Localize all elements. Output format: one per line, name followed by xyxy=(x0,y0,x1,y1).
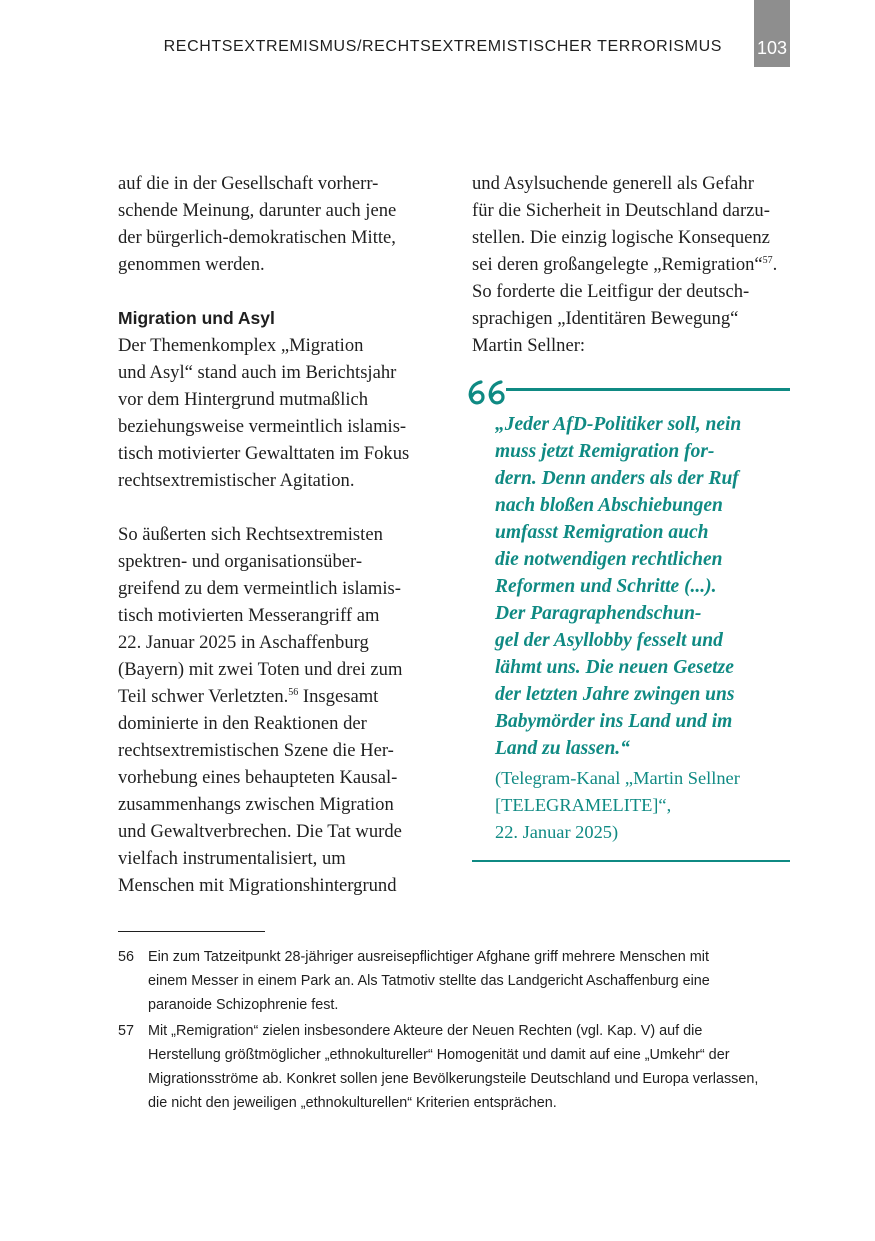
quote-line: Der Paragraphendschun- xyxy=(495,603,702,624)
footnote-divider xyxy=(118,931,265,932)
footnote-line: Mit „Remigration“ zielen insbesondere Akteure der Neuen Rechten (vgl. Kap. V) auf die xyxy=(148,1023,703,1039)
footnote-number: 57 xyxy=(118,1023,135,1039)
quote-line: der letzten Jahre zwingen uns xyxy=(495,684,735,705)
source-line: [TELEGRAMELITE]“, xyxy=(495,795,672,815)
source-line: 22. Januar 2025) xyxy=(495,822,619,842)
text-line: Der Themenkomplex „Migration xyxy=(118,335,364,356)
text-line xyxy=(472,251,802,278)
pull-quote xyxy=(466,378,790,868)
text-line: tisch motivierten Messerangriff am xyxy=(118,605,380,626)
page-number-text: 103 xyxy=(756,38,788,58)
quote-line: muss jetzt Remigration for- xyxy=(495,441,715,462)
text-line: genommen werden. xyxy=(118,254,265,275)
quote-line: gel der Asyllobby fesselt und xyxy=(495,630,723,651)
text-line: sprachigen „Identitären Bewegung“ xyxy=(472,308,739,329)
quote-line: lähmt uns. Die neuen Gesetze xyxy=(495,657,734,678)
text-line: zusammenhangs zwischen Migration xyxy=(118,794,394,815)
text-line: greifend zu dem vermeintlich islamis- xyxy=(118,578,401,599)
quote-line: Reformen und Schritte (...). xyxy=(495,576,717,597)
text-line: beziehungsweise vermeintlich islamis- xyxy=(118,416,407,437)
footnote-line: paranoide Schizophrenie fest. xyxy=(148,997,339,1013)
paragraph-themenkomplex xyxy=(118,332,438,494)
text-line xyxy=(118,683,438,710)
text-line: So äußerten sich Rechtsextremisten xyxy=(118,524,383,545)
right-column xyxy=(472,170,802,359)
footnote-line: Herstellung größtmöglicher „ethnokultureller“ Homogenität und damit auf eine „Umkehr“ der xyxy=(148,1047,730,1063)
quote-line: Land zu lassen.“ xyxy=(495,738,630,759)
text-line: und Asyl“ stand auch im Berichtsjahr xyxy=(118,362,397,383)
text-line: der bürgerlich-demokratischen Mitte, xyxy=(118,227,396,248)
text-line: für die Sicherheit in Deutschland darzu- xyxy=(472,200,770,221)
footnote-57 xyxy=(118,1019,798,1115)
footnote-ref-57[interactable]: 57 xyxy=(762,255,773,266)
quote-line: nach bloßen Abschiebungen xyxy=(495,495,723,516)
text-line: Martin Sellner: xyxy=(472,335,586,356)
text-line: vielfach instrumentalisiert, um xyxy=(118,848,346,869)
quote-text xyxy=(495,411,790,762)
source-line: (Telegram-Kanal „Martin Sellner xyxy=(495,768,740,788)
text-line: spektren- und organisationsüber- xyxy=(118,551,363,572)
text-line: Menschen mit Migrationshintergrund xyxy=(118,875,397,896)
intro-paragraph xyxy=(118,170,438,278)
quote-line: umfasst Remigration auch xyxy=(495,522,709,543)
quote-rule-top xyxy=(506,388,790,391)
footnote-56 xyxy=(118,945,798,1017)
text-fragment: sei deren großangelegte „Remigration“ xyxy=(472,254,763,275)
footnote-line: einem Messer in einem Park an. Als Tatmotiv stellte das Landgericht Aschaffenburg eine xyxy=(148,973,710,989)
text-line: vorhebung eines behaupteten Kausal- xyxy=(118,767,398,788)
page-number xyxy=(754,0,790,67)
quote-line: dern. Denn anders als der Ruf xyxy=(495,468,739,489)
text-line: dominierte in den Reaktionen der xyxy=(118,713,367,734)
quote-line: Babymörder ins Land und im xyxy=(495,711,733,732)
text-line: rechtsextremistischen Szene die Her- xyxy=(118,740,394,761)
text-fragment: Teil schwer Verletzten. xyxy=(118,686,289,707)
paragraph-continuation xyxy=(472,170,802,359)
text-line: vor dem Hintergrund mutmaßlich xyxy=(118,389,369,410)
section-heading: Migration und Asyl xyxy=(118,308,275,328)
text-line: tisch motivierter Gewalttaten im Fokus xyxy=(118,443,410,464)
text-line: auf die in der Gesellschaft vorherr- xyxy=(118,173,379,194)
footnote-ref-56[interactable]: 56 xyxy=(288,687,299,698)
text-line: schende Meinung, darunter auch jene xyxy=(118,200,397,221)
text-line: rechtsextremistischer Agitation. xyxy=(118,470,355,491)
text-line: stellen. Die einzig logische Konsequenz xyxy=(472,227,770,248)
quote-line: „Jeder AfD-Politiker soll, nein xyxy=(495,414,742,435)
quote-source xyxy=(495,765,790,846)
text-line: und Gewaltverbrechen. Die Tat wurde xyxy=(118,821,402,842)
left-column xyxy=(118,170,438,899)
quote-line: die notwendigen rechtlichen xyxy=(495,549,723,570)
running-header: RECHTSEXTREMISMUS/RECHTSEXTREMISTISCHER TERRORISMUS xyxy=(163,38,722,55)
footnote-line: Migrationsströme ab. Konkret sollen jene Bevölkerungsteile Deutschland und Europa verlassen, xyxy=(148,1071,759,1087)
text-line: 22. Januar 2025 in Aschaffenburg xyxy=(118,632,369,653)
footnote-number: 56 xyxy=(118,949,135,965)
text-line: und Asylsuchende generell als Gefahr xyxy=(472,173,754,194)
footnotes xyxy=(118,945,798,1117)
quote-mark-icon xyxy=(466,378,510,414)
footnote-line: die nicht den jeweiligen „ethnokulturellen“ Kriterien entsprächen. xyxy=(148,1095,557,1111)
text-line: So forderte die Leitfigur der deutsch- xyxy=(472,281,750,302)
text-fragment: . xyxy=(772,254,778,275)
text-line: (Bayern) mit zwei Toten und drei zum xyxy=(118,659,403,680)
footnote-line: Ein zum Tatzeitpunkt 28-jähriger ausreisepflichtiger Afghane griff mehrere Menschen mit xyxy=(148,949,709,965)
text-fragment: Insgesamt xyxy=(298,686,379,707)
quote-rule-bottom xyxy=(472,860,790,862)
paragraph-messerangriff xyxy=(118,521,438,899)
